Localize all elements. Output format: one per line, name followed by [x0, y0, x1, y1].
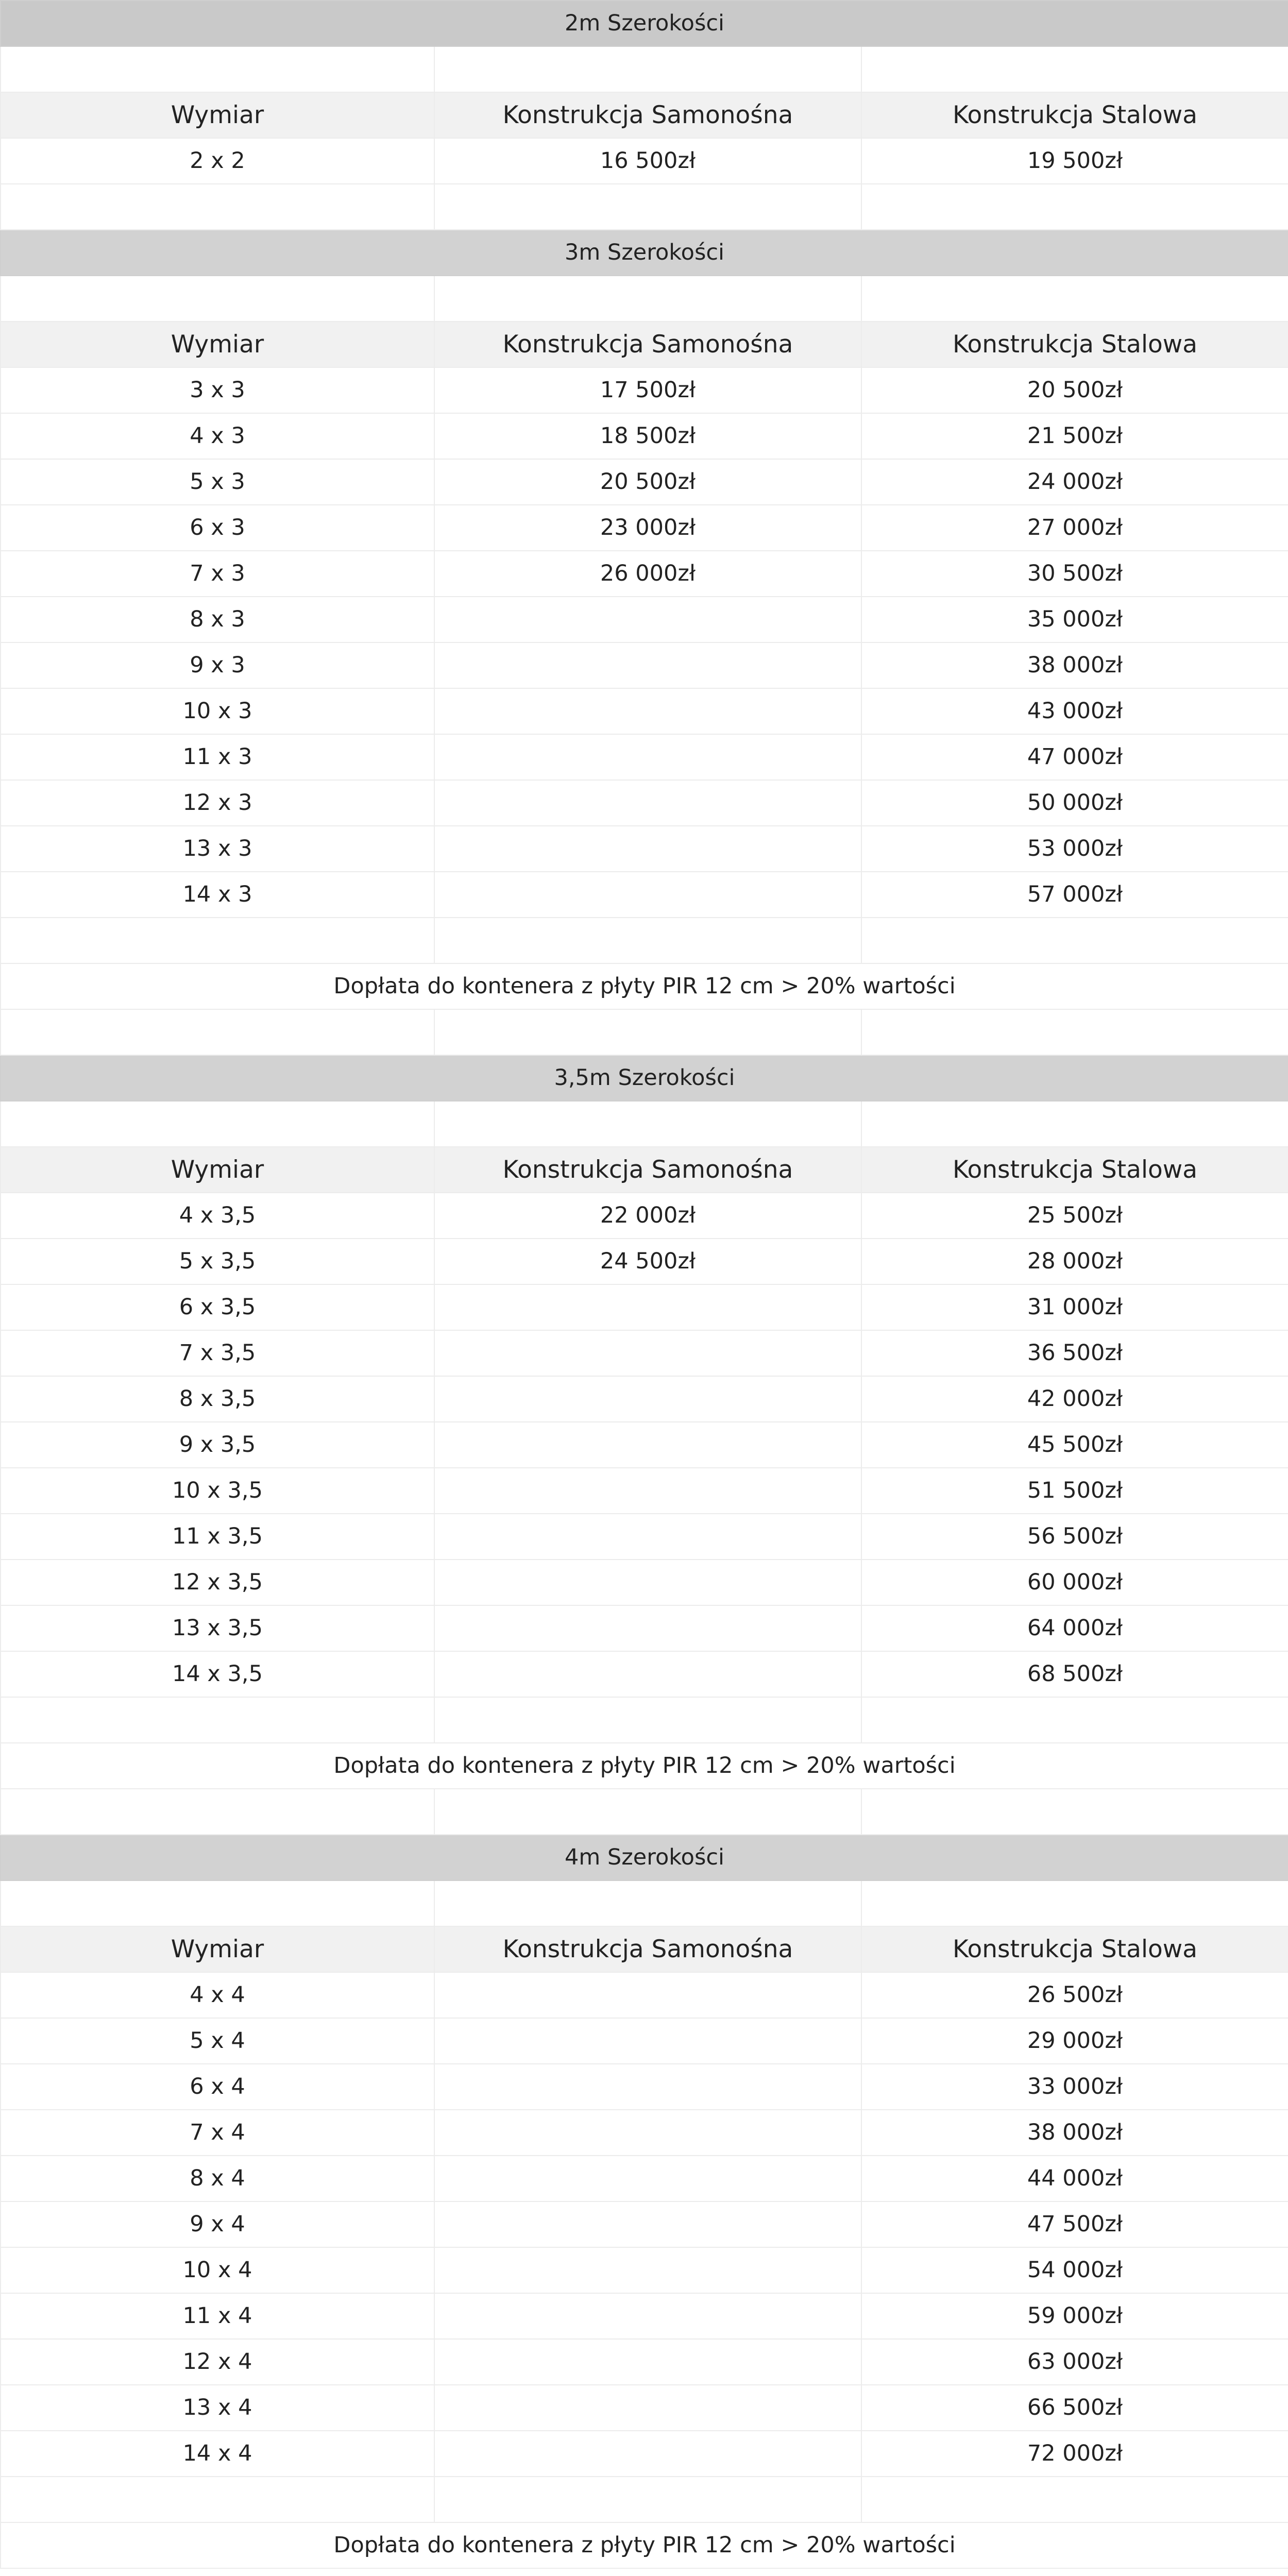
table-row — [1, 734, 1288, 780]
spacer-cell — [861, 46, 1288, 92]
self-supporting-price-cell — [434, 688, 861, 734]
table-row — [1, 1514, 1288, 1560]
steel-price-cell: 43 000zł — [861, 688, 1288, 734]
surcharge-note: Dopłata do kontenera z płyty PIR 12 cm > 20% wartości — [1, 2522, 1288, 2568]
steel-price-cell: 56 500zł — [861, 1514, 1288, 1560]
self-supporting-price-cell: 20 500zł — [434, 459, 861, 505]
steel-price-cell: 63 000zł — [861, 2339, 1288, 2385]
table-row — [1, 2247, 1288, 2293]
table-row — [1, 2156, 1288, 2201]
surcharge-note-row — [1, 2522, 1288, 2568]
spacer-cell — [861, 1101, 1288, 1147]
dimension-cell: 11 x 3,5 — [1, 1514, 434, 1560]
self-supporting-price-cell: 24 500zł — [434, 1239, 861, 1284]
self-supporting-price-cell — [434, 2064, 861, 2110]
steel-price-cell: 54 000zł — [861, 2247, 1288, 2293]
dimension-cell: 6 x 4 — [1, 2064, 434, 2110]
table-header-row — [1, 321, 1288, 367]
steel-price-cell: 68 500zł — [861, 1651, 1288, 1697]
steel-price-cell: 51 500zł — [861, 1468, 1288, 1514]
spacer-row — [1, 276, 1288, 321]
table-row — [1, 872, 1288, 918]
spacer-cell — [861, 1880, 1288, 1926]
spacer-cell — [861, 184, 1288, 230]
spacer-cell — [1, 1789, 434, 1835]
dimension-cell: 9 x 3 — [1, 642, 434, 688]
dimension-cell: 4 x 3 — [1, 413, 434, 459]
steel-price-cell: 53 000zł — [861, 826, 1288, 872]
table-row — [1, 688, 1288, 734]
table-row — [1, 2431, 1288, 2477]
self-supporting-price-cell — [434, 1284, 861, 1330]
section-title-row — [1, 1, 1288, 46]
dimension-cell: 2 x 2 — [1, 138, 434, 184]
spacer-cell — [1, 1697, 434, 1743]
spacer-row — [1, 1697, 1288, 1743]
spacer-cell — [861, 2477, 1288, 2522]
self-supporting-price-cell — [434, 2293, 861, 2339]
section-title-row — [1, 1055, 1288, 1101]
spacer-cell — [434, 1009, 861, 1055]
self-supporting-price-cell: 17 500zł — [434, 367, 861, 413]
self-supporting-price-cell: 18 500zł — [434, 413, 861, 459]
spacer-cell — [434, 2477, 861, 2522]
steel-price-cell: 44 000zł — [861, 2156, 1288, 2201]
header-wymiar: Wymiar — [1, 92, 434, 138]
spacer-row — [1, 1101, 1288, 1147]
spacer-cell — [434, 276, 861, 321]
self-supporting-price-cell: 16 500zł — [434, 138, 861, 184]
header-wymiar: Wymiar — [1, 1147, 434, 1193]
table-header-row — [1, 92, 1288, 138]
self-supporting-price-cell — [434, 2110, 861, 2156]
header-konstrukcja-samonosna: Konstrukcja Samonośna — [434, 1926, 861, 1972]
table-row — [1, 2018, 1288, 2064]
spacer-cell — [434, 918, 861, 963]
table-row — [1, 1284, 1288, 1330]
dimension-cell: 7 x 3,5 — [1, 1330, 434, 1376]
dimension-cell: 8 x 3,5 — [1, 1376, 434, 1422]
header-konstrukcja-stalowa: Konstrukcja Stalowa — [861, 321, 1288, 367]
steel-price-cell: 26 500zł — [861, 1972, 1288, 2018]
dimension-cell: 10 x 4 — [1, 2247, 434, 2293]
section-title: 3m Szerokości — [1, 230, 1288, 276]
steel-price-cell: 45 500zł — [861, 1422, 1288, 1468]
self-supporting-price-cell — [434, 2431, 861, 2477]
table-row — [1, 2064, 1288, 2110]
steel-price-cell: 57 000zł — [861, 872, 1288, 918]
self-supporting-price-cell — [434, 1330, 861, 1376]
table-row — [1, 2385, 1288, 2431]
table-row — [1, 2339, 1288, 2385]
self-supporting-price-cell — [434, 872, 861, 918]
dimension-cell: 10 x 3 — [1, 688, 434, 734]
steel-price-cell: 33 000zł — [861, 2064, 1288, 2110]
spacer-cell — [1, 918, 434, 963]
steel-price-cell: 50 000zł — [861, 780, 1288, 826]
spacer-cell — [1, 184, 434, 230]
table-row — [1, 138, 1288, 184]
surcharge-note-row — [1, 1743, 1288, 1789]
spacer-cell — [434, 46, 861, 92]
table-row — [1, 1239, 1288, 1284]
steel-price-cell: 66 500zł — [861, 2385, 1288, 2431]
spacer-cell — [434, 1880, 861, 1926]
dimension-cell: 8 x 3 — [1, 597, 434, 642]
steel-price-cell: 27 000zł — [861, 505, 1288, 551]
self-supporting-price-cell: 23 000zł — [434, 505, 861, 551]
table-row — [1, 1972, 1288, 2018]
spacer-row — [1, 184, 1288, 230]
spacer-cell — [434, 1789, 861, 1835]
table-row — [1, 2110, 1288, 2156]
dimension-cell: 14 x 3,5 — [1, 1651, 434, 1697]
header-wymiar: Wymiar — [1, 1926, 434, 1972]
self-supporting-price-cell — [434, 1972, 861, 2018]
dimension-cell: 5 x 3,5 — [1, 1239, 434, 1284]
table-row — [1, 2201, 1288, 2247]
table-row — [1, 1605, 1288, 1651]
section-title-row — [1, 1835, 1288, 1880]
steel-price-cell: 47 500zł — [861, 2201, 1288, 2247]
section-title-row — [1, 230, 1288, 276]
dimension-cell: 13 x 3,5 — [1, 1605, 434, 1651]
steel-price-cell: 47 000zł — [861, 734, 1288, 780]
table-row — [1, 413, 1288, 459]
header-wymiar: Wymiar — [1, 321, 434, 367]
self-supporting-price-cell — [434, 2339, 861, 2385]
steel-price-cell: 72 000zł — [861, 2431, 1288, 2477]
dimension-cell: 14 x 3 — [1, 872, 434, 918]
header-konstrukcja-stalowa: Konstrukcja Stalowa — [861, 1147, 1288, 1193]
section-title: 4m Szerokości — [1, 1835, 1288, 1880]
spacer-cell — [1, 1880, 434, 1926]
table-header-row — [1, 1926, 1288, 1972]
self-supporting-price-cell: 22 000zł — [434, 1193, 861, 1239]
table-row — [1, 780, 1288, 826]
steel-price-cell: 59 000zł — [861, 2293, 1288, 2339]
spacer-cell — [861, 1697, 1288, 1743]
spacer-cell — [1, 1009, 434, 1055]
table-row — [1, 1376, 1288, 1422]
dimension-cell: 10 x 3,5 — [1, 1468, 434, 1514]
dimension-cell: 4 x 3,5 — [1, 1193, 434, 1239]
surcharge-note: Dopłata do kontenera z płyty PIR 12 cm > 20% wartości — [1, 1743, 1288, 1789]
header-konstrukcja-stalowa: Konstrukcja Stalowa — [861, 1926, 1288, 1972]
table-row — [1, 1468, 1288, 1514]
self-supporting-price-cell — [434, 2201, 861, 2247]
self-supporting-price-cell — [434, 780, 861, 826]
dimension-cell: 5 x 4 — [1, 2018, 434, 2064]
self-supporting-price-cell — [434, 734, 861, 780]
self-supporting-price-cell — [434, 1560, 861, 1605]
steel-price-cell: 30 500zł — [861, 551, 1288, 597]
spacer-cell — [861, 918, 1288, 963]
spacer-row — [1, 46, 1288, 92]
table-row — [1, 551, 1288, 597]
steel-price-cell: 38 000zł — [861, 2110, 1288, 2156]
dimension-cell: 13 x 3 — [1, 826, 434, 872]
section-title: 2m Szerokości — [1, 1, 1288, 46]
steel-price-cell: 20 500zł — [861, 367, 1288, 413]
steel-price-cell: 35 000zł — [861, 597, 1288, 642]
spacer-row — [1, 1009, 1288, 1055]
steel-price-cell: 25 500zł — [861, 1193, 1288, 1239]
spacer-cell — [861, 276, 1288, 321]
self-supporting-price-cell — [434, 597, 861, 642]
spacer-cell — [1, 1101, 434, 1147]
dimension-cell: 6 x 3,5 — [1, 1284, 434, 1330]
price-table-body — [1, 1, 1288, 2568]
spacer-row — [1, 2477, 1288, 2522]
table-row — [1, 642, 1288, 688]
self-supporting-price-cell — [434, 1468, 861, 1514]
table-row — [1, 367, 1288, 413]
dimension-cell: 5 x 3 — [1, 459, 434, 505]
steel-price-cell: 36 500zł — [861, 1330, 1288, 1376]
dimension-cell: 12 x 4 — [1, 2339, 434, 2385]
steel-price-cell: 21 500zł — [861, 413, 1288, 459]
steel-price-cell: 29 000zł — [861, 2018, 1288, 2064]
steel-price-cell: 42 000zł — [861, 1376, 1288, 1422]
spacer-row — [1, 1789, 1288, 1835]
dimension-cell: 13 x 4 — [1, 2385, 434, 2431]
table-row — [1, 1193, 1288, 1239]
spacer-row — [1, 918, 1288, 963]
header-konstrukcja-samonosna: Konstrukcja Samonośna — [434, 1147, 861, 1193]
table-row — [1, 1651, 1288, 1697]
table-header-row — [1, 1147, 1288, 1193]
self-supporting-price-cell: 26 000zł — [434, 551, 861, 597]
self-supporting-price-cell — [434, 1422, 861, 1468]
dimension-cell: 14 x 4 — [1, 2431, 434, 2477]
section-title: 3,5m Szerokości — [1, 1055, 1288, 1101]
spacer-cell — [861, 1009, 1288, 1055]
spacer-cell — [434, 1101, 861, 1147]
table-row — [1, 1422, 1288, 1468]
header-konstrukcja-stalowa: Konstrukcja Stalowa — [861, 92, 1288, 138]
self-supporting-price-cell — [434, 2247, 861, 2293]
self-supporting-price-cell — [434, 826, 861, 872]
table-row — [1, 1330, 1288, 1376]
header-konstrukcja-samonosna: Konstrukcja Samonośna — [434, 321, 861, 367]
dimension-cell: 12 x 3,5 — [1, 1560, 434, 1605]
table-row — [1, 1560, 1288, 1605]
spacer-cell — [1, 2477, 434, 2522]
dimension-cell: 11 x 4 — [1, 2293, 434, 2339]
steel-price-cell: 24 000zł — [861, 459, 1288, 505]
table-row — [1, 459, 1288, 505]
spacer-cell — [1, 46, 434, 92]
table-row — [1, 505, 1288, 551]
dimension-cell: 3 x 3 — [1, 367, 434, 413]
self-supporting-price-cell — [434, 2385, 861, 2431]
dimension-cell: 12 x 3 — [1, 780, 434, 826]
self-supporting-price-cell — [434, 1514, 861, 1560]
dimension-cell: 4 x 4 — [1, 1972, 434, 2018]
spacer-cell — [861, 1789, 1288, 1835]
self-supporting-price-cell — [434, 2018, 861, 2064]
self-supporting-price-cell — [434, 1376, 861, 1422]
spacer-row — [1, 1880, 1288, 1926]
steel-price-cell: 60 000zł — [861, 1560, 1288, 1605]
self-supporting-price-cell — [434, 642, 861, 688]
self-supporting-price-cell — [434, 1605, 861, 1651]
dimension-cell: 7 x 4 — [1, 2110, 434, 2156]
steel-price-cell: 19 500zł — [861, 138, 1288, 184]
steel-price-cell: 38 000zł — [861, 642, 1288, 688]
steel-price-cell: 31 000zł — [861, 1284, 1288, 1330]
dimension-cell: 6 x 3 — [1, 505, 434, 551]
spacer-cell — [434, 1697, 861, 1743]
surcharge-note: Dopłata do kontenera z płyty PIR 12 cm > 20% wartości — [1, 963, 1288, 1009]
header-konstrukcja-samonosna: Konstrukcja Samonośna — [434, 92, 861, 138]
table-row — [1, 597, 1288, 642]
dimension-cell: 9 x 3,5 — [1, 1422, 434, 1468]
steel-price-cell: 64 000zł — [861, 1605, 1288, 1651]
surcharge-note-row — [1, 963, 1288, 1009]
self-supporting-price-cell — [434, 1651, 861, 1697]
self-supporting-price-cell — [434, 2156, 861, 2201]
spacer-cell — [434, 184, 861, 230]
dimension-cell: 7 x 3 — [1, 551, 434, 597]
table-row — [1, 826, 1288, 872]
steel-price-cell: 28 000zł — [861, 1239, 1288, 1284]
dimension-cell: 9 x 4 — [1, 2201, 434, 2247]
table-row — [1, 2293, 1288, 2339]
dimension-cell: 8 x 4 — [1, 2156, 434, 2201]
dimension-cell: 11 x 3 — [1, 734, 434, 780]
spacer-cell — [1, 276, 434, 321]
